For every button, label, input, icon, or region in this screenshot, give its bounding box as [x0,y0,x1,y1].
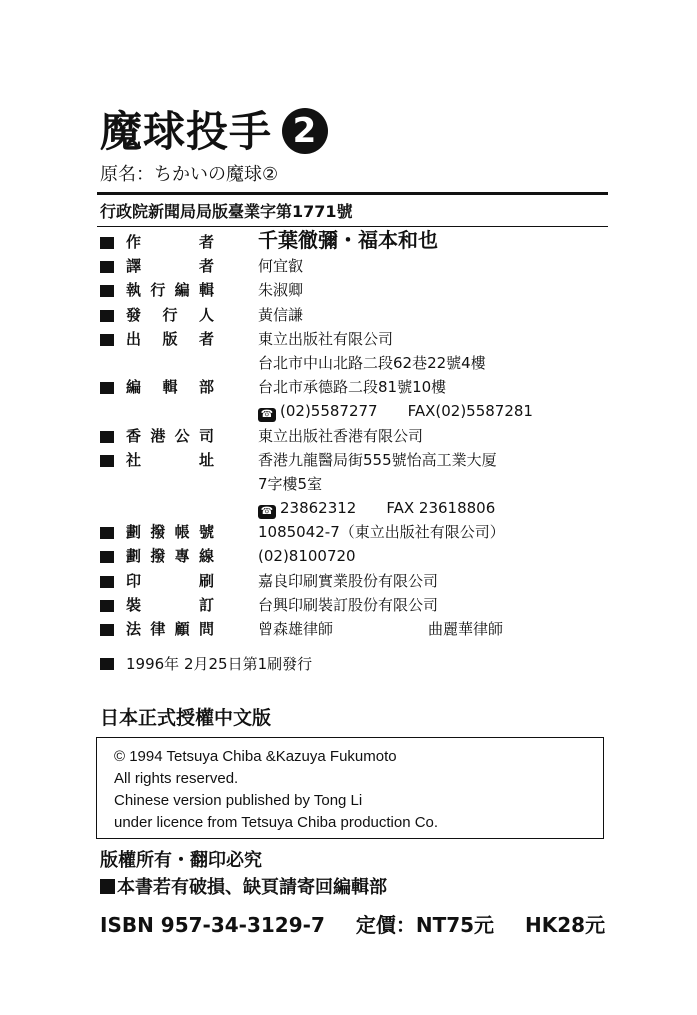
credit-value [258,593,438,617]
title-main: 魔球投手 [100,107,273,156]
credit-label: 裝 訂 [126,595,214,614]
credit-value-text: 香港九龍醫局街555號怡高工業大厦 [258,450,497,469]
credit-label: 香港公司 [126,426,214,445]
credit-value-text: 1085042-7（東立出版社有限公司） [258,523,505,542]
credit-row [100,617,610,641]
credit-row [100,593,610,617]
copyright-line: All rights reserved. [114,770,239,787]
copyright-box [96,737,604,839]
credit-value [258,375,446,399]
credit-value [258,327,393,351]
square-bullet-icon [100,879,115,894]
credit-value-text: 朱淑卿 [258,281,304,300]
credit-label: 社 址 [126,450,214,469]
print-date: 1996年 2月25日第1刷發行 [126,655,313,673]
credit-value [258,399,533,423]
rights-reserved: 版權所有・翻印必究 [100,850,262,871]
volume-badge: 2 [282,108,328,154]
credit-row [100,424,610,448]
square-bullet-icon [100,576,114,588]
square-bullet-icon [100,455,114,467]
credit-value-text: 東立出版社香港有限公司 [258,426,424,445]
credit-label: 劃撥專線 [126,547,214,566]
book-title [100,104,328,160]
price-nt: 定價：NT75元 [355,913,495,937]
damage-notice-line [100,875,387,901]
credits-list [100,230,610,641]
square-bullet-icon [100,310,114,322]
credit-row [100,448,610,472]
price-hk: HK28元 [525,913,606,937]
isbn-price-line [100,911,629,939]
credit-value-text: 台興印刷裝訂股份有限公司 [258,595,439,614]
credit-value-text: (02)8100720 [258,547,356,566]
copyright-line: © 1994 Tetsuya Chiba &Kazuya Fukumoto [114,748,397,765]
credit-value [258,496,495,520]
credit-value [258,303,303,327]
copyright-line: under licence from Tetsuya Chiba production Co. [114,814,439,831]
credit-label: 譯 者 [126,257,214,276]
phone-icon: ☎ [258,408,276,422]
credit-value [258,448,497,472]
credit-label: 發 行 人 [126,305,214,324]
credit-value [258,228,438,252]
credit-row [100,544,610,568]
credit-value [258,254,303,278]
credit-row [100,496,610,520]
credit-value-text: 黃信謙 [258,305,304,324]
credit-label: 編 輯 部 [126,378,214,397]
phone-icon: ☎ [258,505,276,519]
divider-thick [97,192,608,195]
credit-value-text: 千葉徹彌・福本和也 [258,228,438,252]
damage-notice: 本書若有破損、缺頁請寄回編輯部 [117,877,387,898]
credit-value [258,569,438,593]
credit-value [258,278,303,302]
credit-value-text: 台北市中山北路二段62巷22號4樓 [258,353,486,372]
credit-row [100,569,610,593]
square-bullet-icon [100,527,114,539]
credit-row [100,254,610,278]
credit-label: 出 版 者 [126,329,214,348]
credit-value-text: 台北市承德路二段81號10樓 [258,378,447,397]
credit-row [100,472,610,496]
credit-value-text: 曾森雄律師 [258,620,334,638]
credit-value [258,424,423,448]
credit-label: 作 者 [126,233,214,251]
credit-row [100,375,610,399]
credit-row [100,399,610,423]
square-bullet-icon [100,551,114,563]
credit-value-text: 7字樓5室 [258,474,323,493]
credit-row [100,351,610,375]
square-bullet-icon [100,431,114,443]
credit-value [258,472,322,496]
credit-row [100,278,610,302]
credit-value-text: (02)5587277 FAX(02)5587281 [280,402,533,421]
credit-value-text: 23862312 FAX 23618806 [280,499,496,518]
square-bullet-icon [100,285,114,297]
credit-label: 法律顧問 [126,620,214,638]
credit-value-text: 東立出版社有限公司 [258,329,394,348]
square-bullet-icon [100,600,114,612]
credit-value [258,617,333,641]
square-bullet-icon [100,237,114,249]
credit-label: 執行編輯 [126,281,214,300]
credit-value [258,544,356,568]
square-bullet-icon [100,261,114,273]
print-date-line [100,653,312,675]
license-number: 行政院新聞局局版臺業字第1771號 [100,202,353,221]
credit-value [258,520,505,544]
original-title: 原名：ちかいの魔球② [100,164,279,185]
square-bullet-icon [100,658,114,670]
credit-label: 印 刷 [126,571,214,590]
credit-row [100,230,610,254]
authorization-title: 日本正式授權中文版 [100,707,272,729]
square-bullet-icon [100,334,114,346]
credit-value [258,351,486,375]
credit-label: 劃撥帳號 [126,523,214,542]
square-bullet-icon [100,624,114,636]
copyright-line: Chinese version published by Tong Li [114,792,363,809]
isbn: ISBN 957-34-3129-7 [100,913,325,937]
credit-value-text: 嘉良印刷實業股份有限公司 [258,571,439,590]
credit-value-secondary: 曲麗華律師 [428,620,504,638]
credit-value-text: 何宜叡 [258,257,304,276]
square-bullet-icon [100,382,114,394]
divider-thin [97,226,608,227]
credit-row [100,520,610,544]
credit-row [100,303,610,327]
credit-row [100,327,610,351]
